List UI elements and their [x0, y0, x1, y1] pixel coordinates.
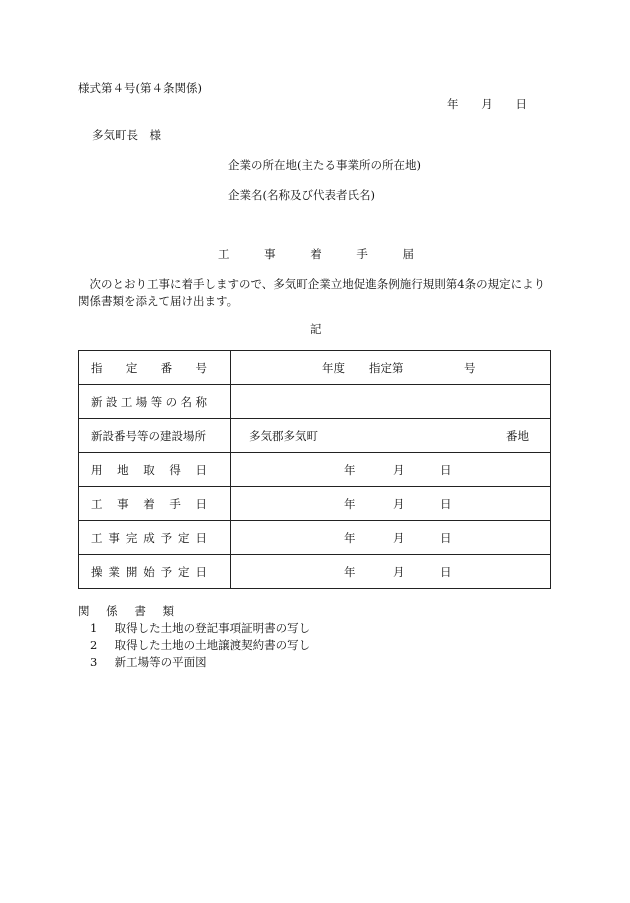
- label-char: 日: [195, 564, 207, 579]
- label-char: 得: [169, 462, 181, 477]
- label-char: 地: [117, 462, 129, 477]
- label-char: 定: [178, 530, 190, 545]
- row-label-construction-site: [79, 419, 231, 453]
- title-char: 事: [264, 247, 276, 261]
- label-char: 操: [91, 564, 103, 579]
- label-char: 番: [160, 360, 173, 375]
- label-char: 始: [143, 564, 155, 579]
- label-char: 完: [125, 530, 138, 545]
- addressee: 多気町長 様: [92, 128, 161, 142]
- label-char: 事: [108, 530, 120, 545]
- attachment-item: [90, 620, 310, 636]
- banchi-label: 番地: [506, 429, 529, 443]
- attachment-text: 取得した土地の土地譲渡契約書の写し: [114, 638, 311, 652]
- date-day-label: 日: [515, 97, 527, 111]
- row-label-new-factory-name: [79, 385, 231, 419]
- table-row: [79, 453, 551, 487]
- planned-operation-start-date-field[interactable]: [231, 555, 551, 589]
- label-char: 日: [195, 462, 207, 477]
- year-label: 年: [344, 531, 356, 545]
- month-label: 月: [393, 497, 405, 511]
- title-char: 工: [218, 247, 230, 261]
- month-label: 月: [393, 463, 405, 477]
- form-table: [78, 350, 551, 589]
- row-label-land-acquisition-date: [79, 453, 231, 487]
- ki-label: 記: [310, 322, 322, 336]
- label-char: 定: [178, 564, 190, 579]
- document-title: [218, 246, 414, 262]
- label-char: 工: [91, 530, 103, 545]
- form-number: 様式第４号(第４条関係): [78, 81, 202, 95]
- label-char: 号: [195, 360, 207, 375]
- heading-char: 類: [162, 604, 174, 618]
- designation-number-field[interactable]: [231, 351, 551, 385]
- label-char: 手: [169, 496, 181, 511]
- year-label: 年: [344, 463, 356, 477]
- attachment-item: [90, 637, 310, 653]
- company-address-label: 企業の所在地(主たる事業所の所在地): [228, 158, 421, 172]
- label-char: 新: [91, 394, 103, 409]
- table-row: [79, 419, 551, 453]
- label-char: 予: [160, 564, 173, 579]
- label-char: の: [165, 394, 178, 409]
- body-text: 次のとおり工事に着手しますので、多気町企業立地促進条例施行規則第4条の規定により関係書類を添えて届け出ます。: [78, 277, 546, 308]
- attachment-item: [90, 654, 207, 670]
- label-char: 場: [135, 394, 148, 409]
- heading-char: 関: [78, 604, 90, 618]
- attachments-heading: [78, 603, 174, 619]
- title-char: 手: [356, 247, 368, 261]
- day-label: 日: [440, 565, 452, 579]
- table-row: [79, 521, 551, 555]
- heading-char: 係: [106, 604, 118, 618]
- land-acquisition-date-field[interactable]: [231, 453, 551, 487]
- label-char: 事: [117, 496, 129, 511]
- day-label: 日: [440, 531, 452, 545]
- attachment-number: 3: [90, 655, 98, 669]
- new-factory-name-field[interactable]: [231, 385, 551, 419]
- label-char: 称: [195, 394, 207, 409]
- date-month-label: 月: [481, 97, 493, 111]
- construction-site-field[interactable]: [231, 419, 551, 453]
- title-char: 着: [310, 247, 322, 261]
- planned-completion-date-field[interactable]: [231, 521, 551, 555]
- row-label-planned-completion-date: [79, 521, 231, 555]
- label-char: 等: [150, 394, 163, 409]
- label-char: 指: [91, 360, 103, 375]
- attachment-text: 取得した土地の登記事項証明書の写し: [114, 621, 311, 635]
- table-row: [79, 555, 551, 589]
- heading-char: 書: [134, 604, 146, 618]
- label-char: 開: [125, 564, 138, 579]
- address-prefix: 多気郡多気町: [249, 429, 318, 443]
- label-char: 日: [195, 530, 207, 545]
- row-label-designation-number: [79, 351, 231, 385]
- table-row: [79, 487, 551, 521]
- title-char: 届: [402, 247, 414, 261]
- day-label: 日: [440, 463, 452, 477]
- label-char: 定: [125, 360, 138, 375]
- row-label-construction-start-date: [79, 487, 231, 521]
- go-label: 号: [464, 361, 476, 375]
- label-char: 予: [160, 530, 173, 545]
- attachment-number: 1: [90, 621, 98, 635]
- table-row: [79, 385, 551, 419]
- label-char: 取: [143, 462, 155, 477]
- year-label: 年: [344, 565, 356, 579]
- label-char: 工: [91, 496, 103, 511]
- row-label-planned-operation-start-date: [79, 555, 231, 589]
- date-year-label: 年: [447, 97, 459, 111]
- date-line: [447, 96, 527, 112]
- label-char: 工: [120, 394, 133, 409]
- label-char: 名: [180, 394, 193, 409]
- table-row: [79, 351, 551, 385]
- month-label: 月: [393, 565, 405, 579]
- attachment-text: 新工場等の平面図: [114, 655, 207, 669]
- label-char: 業: [108, 564, 120, 579]
- label-text: 新設番号等の建設場所: [91, 428, 206, 443]
- year-label: 年: [344, 497, 356, 511]
- label-char: 着: [143, 496, 155, 511]
- label-char: 成: [143, 530, 155, 545]
- shitei-label: 指定第: [369, 361, 404, 375]
- month-label: 月: [393, 531, 405, 545]
- attachment-number: 2: [90, 638, 98, 652]
- construction-start-date-field[interactable]: [231, 487, 551, 521]
- nendo-label: 年度: [322, 361, 345, 375]
- label-char: 設: [105, 394, 118, 409]
- company-name-label: 企業名(名称及び代表者氏名): [228, 188, 375, 202]
- day-label: 日: [440, 497, 452, 511]
- label-char: 用: [91, 462, 103, 477]
- label-char: 日: [195, 496, 207, 511]
